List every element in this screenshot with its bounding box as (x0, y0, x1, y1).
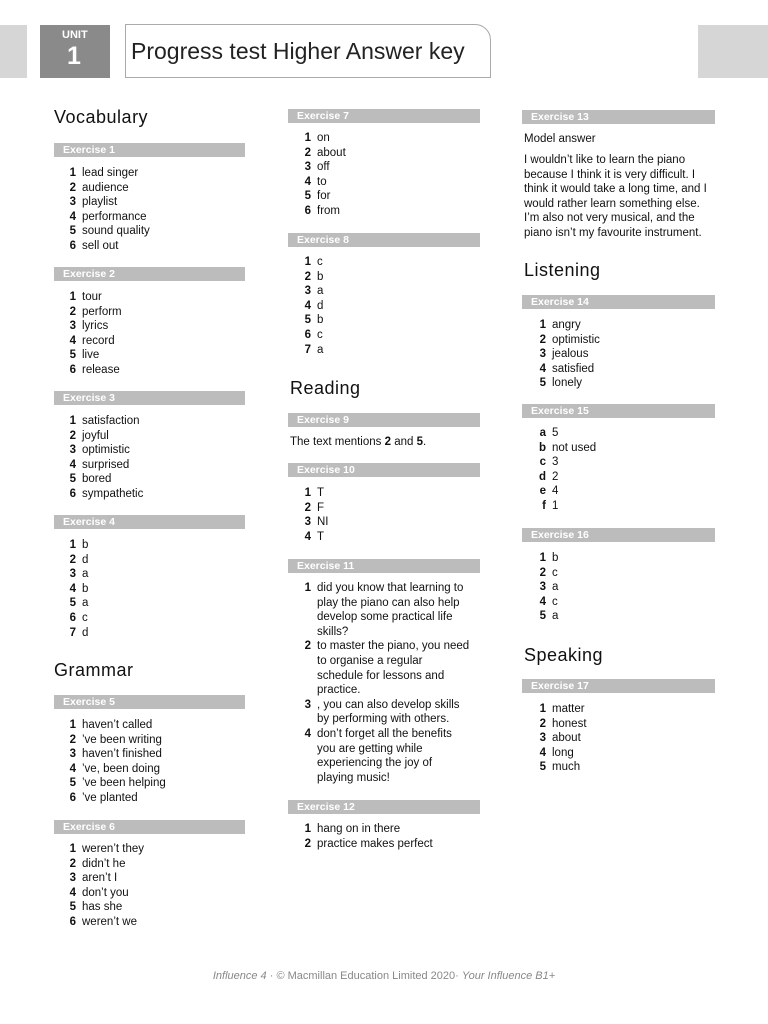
exercise-4-answer (64, 538, 244, 553)
answer-text: satisfied (552, 362, 595, 375)
answer-number: 1 (69, 539, 76, 551)
exercise-2-bar: Exercise 2 (54, 267, 245, 281)
answer-text: weren’t they (82, 843, 145, 855)
exercise-3-answer (64, 487, 244, 502)
answer-number: 7 (304, 343, 311, 356)
answer-text: weren’t we (82, 916, 137, 928)
exercise-3-answer (64, 443, 244, 458)
model-answer-line: think it would take a long time, and I (524, 183, 707, 196)
answer-text: from (317, 205, 340, 217)
answer-text: d (317, 299, 324, 312)
exercise-1-answer (64, 210, 244, 225)
answer-number: 1 (69, 719, 76, 731)
answer-number: 1 (69, 843, 76, 855)
section-grammar: Grammar (54, 660, 134, 680)
exercise-5-answer (64, 776, 244, 791)
answer-number: 5 (69, 597, 76, 610)
exercise-9-text: . (423, 436, 427, 448)
section-reading: Reading (290, 378, 361, 398)
answer-text: 4 (552, 485, 559, 498)
answer-text: c (552, 566, 558, 579)
answer-text: a (317, 285, 324, 298)
exercise-3-answer (64, 429, 244, 444)
exercise-14-answer (534, 333, 704, 348)
page-title: Progress test Higher Answer key (131, 38, 465, 64)
answer-text: perform (82, 305, 122, 318)
answer-number: c (539, 456, 546, 469)
answer-number: 3 (539, 732, 546, 745)
footer-copyright: · © Macmillan Education Limited 2020· (266, 970, 462, 982)
answer-text: c (552, 595, 558, 608)
exercise-15-bar: Exercise 15 (522, 404, 715, 418)
exercise-6-answer (64, 886, 244, 901)
answer-number: 5 (539, 610, 546, 623)
answer-number: a (539, 427, 546, 439)
answer-text: jealous (552, 348, 589, 361)
exercise-4-answer (64, 611, 244, 626)
answer-text: T (317, 530, 325, 543)
answer-number: 1 (69, 415, 76, 427)
answer-text: a (82, 568, 89, 581)
answer-number: 3 (69, 872, 76, 885)
exercise-9-text: 5 (416, 436, 423, 448)
exercise-14-answer (534, 318, 704, 333)
exercise-7-answer (299, 175, 479, 190)
answer-text: 3 (552, 456, 559, 469)
exercise-13-bar: Exercise 13 (522, 110, 715, 124)
answer-text: has she (82, 901, 123, 914)
exercise-1-answer (64, 224, 244, 239)
exercise-6-answer (64, 900, 244, 915)
answer-text: long (552, 746, 574, 759)
exercise-16-answer (534, 551, 704, 566)
footer-book: Influence 4 (212, 970, 267, 982)
exercise-10-answer (299, 530, 479, 545)
exercise-6-bar: Exercise 6 (54, 820, 245, 834)
exercise-17-answer (534, 746, 704, 761)
answer-number: 3 (304, 161, 311, 174)
answer-text: much (552, 761, 581, 774)
answer-text: you are getting while (317, 742, 423, 755)
answer-text: live (82, 349, 100, 362)
exercise-5-answer (64, 733, 244, 748)
answer-number: 2 (539, 717, 546, 730)
answer-text: release (82, 364, 120, 376)
exercise-8-answer (299, 328, 479, 343)
answer-number: 2 (69, 305, 76, 318)
answer-text: did you know that learning to (317, 582, 464, 594)
answer-number: 5 (304, 190, 311, 203)
answer-text: on (317, 132, 330, 144)
answer-number: 1 (304, 823, 311, 835)
answer-number: 6 (304, 205, 311, 217)
answer-number: 5 (69, 777, 76, 790)
exercise-9-answer (290, 435, 480, 450)
footer-edition: Your Influence B1+ (461, 970, 556, 982)
answer-number: 2 (69, 553, 76, 566)
exercise-1-answer (64, 166, 244, 181)
answer-text: schedule for lessons and (317, 669, 445, 682)
answer-number: 4 (304, 530, 311, 543)
section-speaking: Speaking (524, 645, 604, 665)
answer-text: lonely (552, 377, 583, 390)
answer-number: d (538, 470, 546, 483)
exercise-3-answer (64, 414, 244, 429)
answer-number: 4 (304, 299, 311, 312)
answer-text: optimistic (82, 444, 130, 457)
answer-text: to master the piano, you need (317, 640, 470, 653)
answer-number: 2 (304, 640, 311, 653)
answer-text: playlist (82, 196, 118, 209)
unit-label: UNIT (62, 29, 88, 41)
answer-text: about (552, 732, 581, 745)
exercise-15-answer (534, 455, 704, 470)
answer-number: 5 (69, 349, 76, 362)
exercise-17-bar: Exercise 17 (522, 679, 715, 693)
answer-number: e (539, 485, 546, 498)
answer-number: 2 (539, 566, 546, 579)
footer (0, 970, 768, 982)
exercise-15-answer (534, 484, 704, 499)
exercise-7-answer (299, 189, 479, 204)
answer-number: 3 (69, 444, 76, 457)
answer-text: lead singer (82, 167, 139, 179)
exercise-7-bar: Exercise 7 (288, 109, 480, 123)
answer-text: b (317, 314, 324, 327)
exercise-8-answer (299, 284, 479, 299)
exercise-8-answer (299, 343, 479, 358)
exercise-8-answer (299, 270, 479, 285)
answer-text: ’ve been helping (82, 777, 166, 790)
answer-number: 5 (69, 225, 76, 238)
exercise-5-answer (64, 791, 244, 806)
answer-text: experiencing the joy of (317, 757, 433, 770)
answer-number: 3 (69, 568, 76, 581)
model-answer-line: I wouldn’t like to learn the piano (524, 154, 686, 166)
answer-number: 2 (304, 837, 311, 850)
exercise-17-answer (534, 760, 704, 775)
exercise-16-answer (534, 609, 704, 624)
answer-number: 2 (69, 733, 76, 746)
model-answer-line: I’m also not very musical, and the (524, 212, 695, 225)
answer-text: 1 (552, 500, 559, 512)
answer-number: 4 (69, 582, 76, 595)
exercise-7-answer (299, 131, 479, 146)
answer-text: b (552, 552, 559, 564)
exercise-15-answer (534, 441, 704, 456)
unit-badge (40, 25, 110, 78)
answer-number: 3 (69, 196, 76, 209)
answer-text: lyrics (82, 320, 109, 333)
answer-number: 2 (69, 857, 76, 870)
answer-text: haven’t called (82, 719, 153, 731)
answer-number: 2 (304, 501, 311, 514)
exercise-2-answer (64, 305, 244, 320)
exercise-7-answer (299, 146, 479, 161)
exercise-11-answer (299, 639, 479, 697)
exercise-12-answer (299, 837, 479, 852)
answer-text: don’t forget all the benefits (317, 728, 452, 740)
answer-text: record (82, 334, 115, 347)
answer-number: 3 (304, 516, 311, 529)
answer-text: practice. (317, 684, 361, 697)
answer-text: practice makes perfect (317, 837, 433, 850)
exercise-4-answer (64, 582, 244, 597)
section-listening: Listening (524, 260, 601, 280)
answer-number: 1 (539, 319, 546, 331)
exercise-8-answer (299, 299, 479, 314)
answer-text: c (317, 256, 323, 268)
answer-text: a (552, 610, 559, 623)
answer-number: 4 (539, 746, 546, 759)
answer-text: by performing with others. (317, 713, 450, 726)
answer-text: c (82, 612, 88, 624)
exercise-9-text: and (391, 436, 417, 448)
answer-number: 1 (69, 291, 76, 303)
exercise-12-answer (299, 822, 479, 837)
answer-number: 5 (69, 901, 76, 914)
answer-text: about (317, 146, 346, 159)
exercise-11-answer (299, 698, 479, 727)
answer-text: off (317, 161, 330, 174)
exercise-15-answer (534, 426, 704, 441)
answer-number: 1 (539, 703, 546, 715)
answer-text: ’ve planted (82, 792, 138, 804)
answer-number: 6 (69, 612, 76, 624)
exercise-16-answer (534, 580, 704, 595)
answer-number: 1 (304, 132, 311, 144)
answer-text: d (82, 626, 89, 639)
answer-text: didn’t he (82, 857, 126, 870)
exercise-17-answer (534, 702, 704, 717)
answer-number: 1 (69, 167, 76, 179)
answer-text: NI (317, 516, 329, 529)
exercise-7-answer (299, 160, 479, 175)
answer-number: 1 (304, 582, 311, 594)
answer-number: 5 (539, 761, 546, 774)
exercise-5-answer (64, 747, 244, 762)
answer-text: audience (82, 181, 129, 194)
left-edge-tab (0, 25, 27, 78)
answer-text: T (317, 487, 325, 499)
exercise-4-answer (64, 567, 244, 582)
answer-text: hang on in there (317, 823, 401, 835)
answer-number: 6 (304, 329, 311, 341)
answer-number: 6 (69, 364, 76, 376)
exercise-4-bar: Exercise 4 (54, 515, 245, 529)
exercise-2-answer (64, 334, 244, 349)
model-answer-line: piano isn’t my favourite instrument. (524, 227, 702, 239)
answer-number: 3 (539, 348, 546, 361)
answer-text: matter (552, 703, 585, 715)
exercise-11-answer (299, 581, 479, 639)
title-box (125, 24, 491, 78)
answer-number: 6 (69, 792, 76, 804)
exercise-17-answer (534, 717, 704, 732)
exercise-10-bar: Exercise 10 (288, 463, 480, 477)
answer-text: angry (552, 319, 581, 331)
exercise-16-answer (534, 595, 704, 610)
exercise-11-bar: Exercise 11 (288, 559, 480, 573)
answer-text: haven’t finished (82, 748, 162, 761)
answer-text: b (317, 270, 324, 283)
model-answer-line: would rather learn something else. (524, 197, 700, 210)
answer-text: b (82, 539, 89, 551)
answer-number: 5 (304, 314, 311, 327)
exercise-2-answer (64, 348, 244, 363)
exercise-2-answer (64, 363, 244, 378)
answer-text: ’ve been writing (82, 733, 162, 746)
exercise-10-answer (299, 515, 479, 530)
answer-text: a (317, 343, 324, 356)
exercise-9-text: The text mentions (290, 436, 385, 448)
exercise-10-answer (299, 486, 479, 501)
exercise-6-answer (64, 857, 244, 872)
section-vocabulary: Vocabulary (54, 107, 149, 127)
exercise-9-bar: Exercise 9 (288, 413, 480, 427)
answer-number: 5 (69, 473, 76, 486)
answer-number: 2 (304, 146, 311, 159)
answer-text: honest (552, 717, 587, 730)
model-answer-line: because I think it is very difficult. I (524, 168, 696, 181)
answer-number: 4 (539, 362, 546, 375)
exercise-11-answer (299, 727, 479, 785)
exercise-4-answer (64, 596, 244, 611)
exercise-17-answer (534, 731, 704, 746)
answer-text: sympathetic (82, 488, 144, 500)
exercise-14-answer (534, 362, 704, 377)
exercise-6-answer (64, 842, 244, 857)
answer-text: a (552, 581, 559, 594)
answer-number: 4 (304, 728, 311, 740)
answer-number: 6 (69, 916, 76, 928)
exercise-12-bar: Exercise 12 (288, 800, 480, 814)
answer-number: 3 (69, 320, 76, 333)
answer-text: playing music! (317, 771, 390, 784)
answer-number: b (538, 441, 546, 454)
answer-text: bored (82, 473, 112, 486)
exercise-14-bar: Exercise 14 (522, 295, 715, 309)
answer-text: for (317, 190, 331, 203)
exercise-3-answer (64, 458, 244, 473)
right-edge-tab (698, 25, 768, 78)
answer-text: sound quality (82, 225, 150, 238)
answer-number: 6 (69, 240, 76, 252)
exercise-10-answer (299, 501, 479, 516)
exercise-5-answer (64, 762, 244, 777)
answer-number: 1 (304, 487, 311, 499)
exercise-14-answer (534, 347, 704, 362)
exercise-3-answer (64, 472, 244, 487)
answer-number: 2 (539, 333, 546, 346)
answer-number: 4 (69, 458, 76, 471)
exercise-1-answer (64, 195, 244, 210)
answer-number: 2 (69, 429, 76, 442)
exercise-5-bar: Exercise 5 (54, 695, 245, 709)
answer-number: 1 (539, 552, 546, 564)
answer-text: play the piano can also help (317, 596, 460, 609)
answer-text: satisfaction (82, 415, 140, 427)
exercise-8-bar: Exercise 8 (288, 233, 480, 247)
answer-text: surprised (82, 458, 130, 471)
answer-number: 4 (69, 210, 76, 223)
answer-number: 4 (69, 886, 76, 899)
answer-text: F (317, 501, 325, 514)
exercise-16-answer (534, 566, 704, 581)
answer-number: 6 (69, 488, 76, 500)
model-answer-label: Model answer (524, 133, 596, 145)
answer-text: , you can also develop skills (317, 698, 460, 711)
exercise-6-answer (64, 915, 244, 930)
exercise-1-bar: Exercise 1 (54, 143, 245, 157)
exercise-8-answer (299, 313, 479, 328)
answer-text: c (317, 329, 323, 341)
answer-number: 2 (69, 181, 76, 194)
exercise-15-answer (534, 499, 704, 514)
answer-number: 3 (304, 698, 311, 711)
answer-number: 3 (69, 748, 76, 761)
exercise-4-answer (64, 553, 244, 568)
answer-number: 3 (304, 285, 311, 298)
answer-text: sell out (82, 240, 119, 252)
answer-number: 4 (69, 762, 76, 775)
exercise-16-bar: Exercise 16 (522, 528, 715, 542)
answer-number: 4 (539, 595, 546, 608)
answer-text: ’ve, been doing (82, 762, 161, 775)
answer-text: to (317, 175, 327, 188)
answer-text: performance (82, 210, 147, 223)
exercise-4-answer (64, 626, 244, 641)
answer-number: f (542, 500, 546, 512)
unit-number: 1 (67, 42, 81, 70)
answer-number: 1 (304, 256, 311, 268)
answer-text: don’t you (82, 886, 129, 899)
answer-text: b (82, 582, 89, 595)
answer-text: develop some practical life (317, 611, 453, 624)
answer-number: 5 (539, 377, 546, 390)
answer-number: 3 (539, 581, 546, 594)
answer-text: a (82, 597, 89, 610)
exercise-6-answer (64, 871, 244, 886)
answer-text: tour (82, 291, 102, 303)
exercise-2-answer (64, 290, 244, 305)
answer-number: 2 (304, 270, 311, 283)
answer-text: d (82, 553, 89, 566)
exercise-15-answer (534, 470, 704, 485)
exercise-14-answer (534, 376, 704, 391)
answer-text: optimistic (552, 333, 600, 346)
exercise-3-bar: Exercise 3 (54, 391, 245, 405)
exercise-7-answer (299, 204, 479, 219)
answer-text: to organise a regular (317, 654, 423, 667)
exercise-1-answer (64, 239, 244, 254)
answer-number: 7 (69, 626, 76, 639)
answer-number: 4 (69, 334, 76, 347)
answer-text: aren’t I (82, 872, 118, 885)
exercise-9-text: 2 (384, 436, 392, 448)
answer-text: joyful (82, 429, 109, 442)
exercise-8-answer (299, 255, 479, 270)
exercise-5-answer (64, 718, 244, 733)
answer-text: skills? (317, 625, 349, 638)
answer-text: 5 (552, 427, 559, 439)
exercise-2-answer (64, 319, 244, 334)
answer-text: 2 (552, 470, 559, 483)
answer-number: 4 (304, 175, 311, 188)
answer-text: not used (552, 441, 597, 454)
exercise-1-answer (64, 181, 244, 196)
